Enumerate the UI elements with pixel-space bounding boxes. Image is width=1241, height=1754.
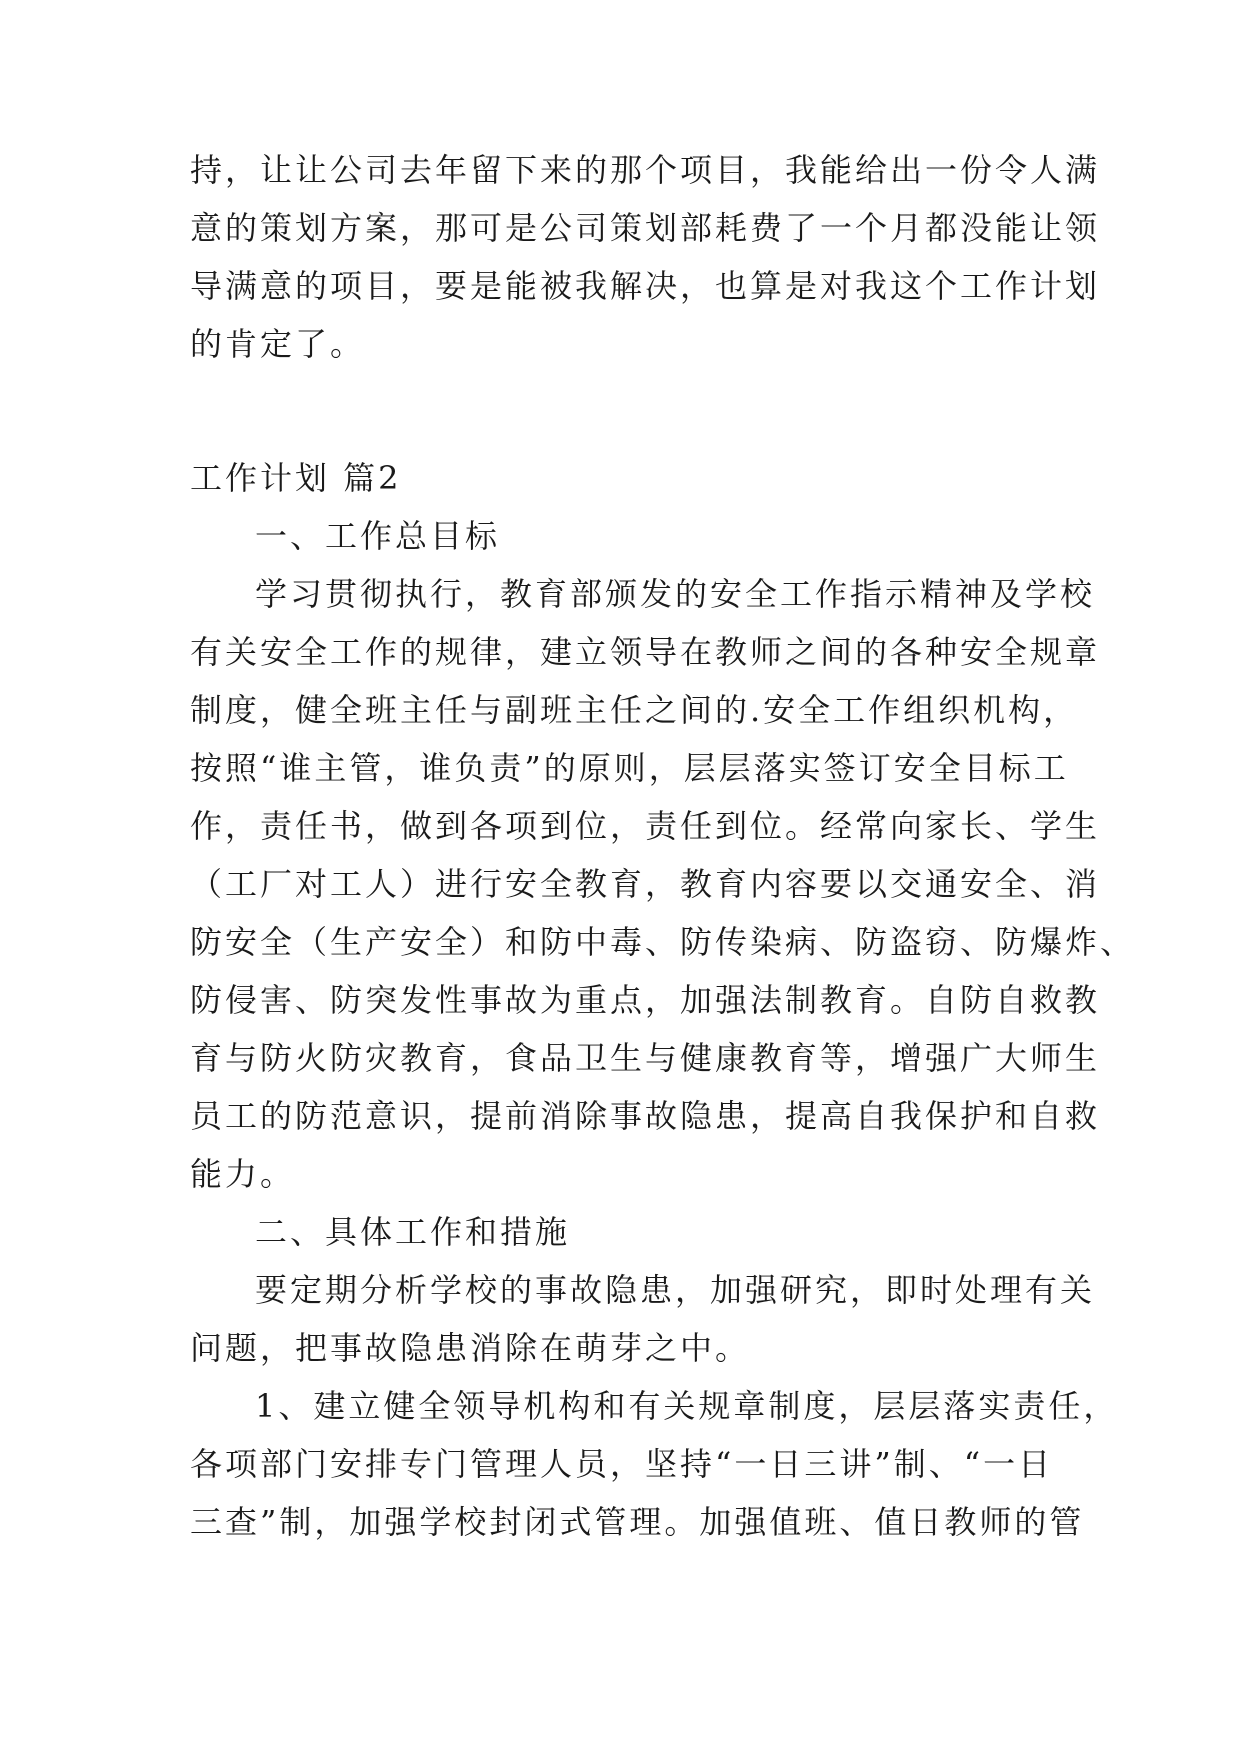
text-line: 三查”制，加强学校封闭式管理。加强值班、值日教师的管 [190, 1503, 1085, 1541]
text-line: 防侵害、防突发性事故为重点，加强法制教育。自防自救教 [190, 981, 1101, 1019]
subheading: 二、具体工作和措施 [255, 1213, 571, 1251]
text-line: 员工的防范意识，提前消除事故隐患，提高自我保护和自救 [190, 1097, 1101, 1135]
text-line: 1、建立健全领导机构和有关规章制度，层层落实责任， [255, 1387, 1119, 1425]
text-line: 制度，健全班主任与副班主任之间的.安全工作组织机构， [190, 691, 1079, 729]
text-line: 按照“谁主管，谁负责”的原则，层层落实签订安全目标工 [190, 749, 1069, 787]
subheading: 一、工作总目标 [255, 517, 501, 555]
text-line: 有关安全工作的规律，建立领导在教师之间的各种安全规章 [190, 633, 1101, 671]
text-line: 导满意的项目，要是能被我解决，也算是对我这个工作计划 [190, 267, 1101, 305]
section-heading: 工作计划 篇2 [190, 459, 402, 497]
text-line: 防安全（生产安全）和防中毒、防传染病、防盗窃、防爆炸、 [190, 923, 1136, 961]
text-line: 要定期分析学校的事故隐患，加强研究，即时处理有关 [255, 1271, 1096, 1309]
text-line: 问题，把事故隐患消除在萌芽之中。 [190, 1329, 751, 1367]
text-line: 持，让让公司去年留下来的那个项目，我能给出一份令人满 [190, 151, 1101, 189]
text-line: 各项部门安排专门管理人员，坚持“一日三讲”制、“一日 [190, 1445, 1054, 1483]
text-line: （工厂对工人）进行安全教育，教育内容要以交通安全、消 [190, 865, 1101, 903]
text-line: 育与防火防灾教育，食品卫生与健康教育等，增强广大师生 [190, 1039, 1101, 1077]
text-line: 学习贯彻执行，教育部颁发的安全工作指示精神及学校 [255, 575, 1096, 613]
text-line: 能力。 [190, 1155, 296, 1193]
text-line: 作，责任书，做到各项到位，责任到位。经常向家长、学生 [190, 807, 1101, 845]
text-line: 意的策划方案，那可是公司策划部耗费了一个月都没能让领 [190, 209, 1101, 247]
text-line: 的肯定了。 [190, 325, 366, 363]
